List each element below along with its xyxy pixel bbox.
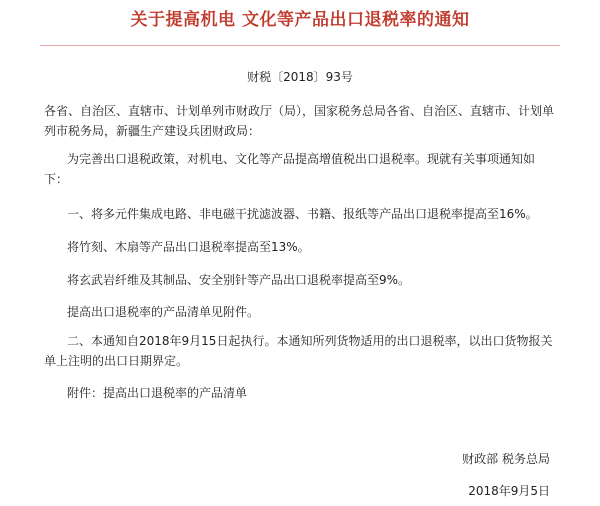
clause-item-3: 将玄武岩纤维及其制品、安全别针等产品出口退税率提高至9%。 bbox=[67, 273, 411, 287]
intro-paragraph: 为完善出口退税政策，对机电、文化等产品提高增值税出口退税率。现就有关事项通知如下： bbox=[44, 152, 536, 186]
issue-date: 2018年9月5日 bbox=[468, 484, 550, 498]
document-number: 财税〔2018〕93号 bbox=[247, 70, 353, 84]
clause-item-1: 一、将多元件集成电路、非电磁干扰滤波器、书籍、报纸等产品出口退税率提高至16%。 bbox=[67, 207, 538, 221]
issuing-authority: 财政部 税务总局 bbox=[462, 452, 550, 466]
document-title: 关于提高机电 文化等产品出口退税率的通知 bbox=[130, 10, 470, 30]
attachment-line: 附件：提高出口退税率的产品清单 bbox=[67, 386, 248, 400]
clause-item-5: 二、本通知自2018年9月15日起执行。本通知所列货物适用的出口退税率，以出口货物报关单上注明的出口日期界定。 bbox=[44, 334, 553, 368]
clause-item-4: 提高出口退税率的产品清单见附件。 bbox=[67, 305, 260, 319]
clause-item-2: 将竹刻、木扇等产品出口退税率提高至13%。 bbox=[67, 240, 310, 254]
addressee-paragraph: 各省、自治区、直辖市、计划单列市财政厅（局），国家税务总局各省、自治区、直辖市、计划单列市税务局，新疆生产建设兵团财政局： bbox=[44, 104, 555, 138]
title-divider bbox=[40, 45, 560, 46]
